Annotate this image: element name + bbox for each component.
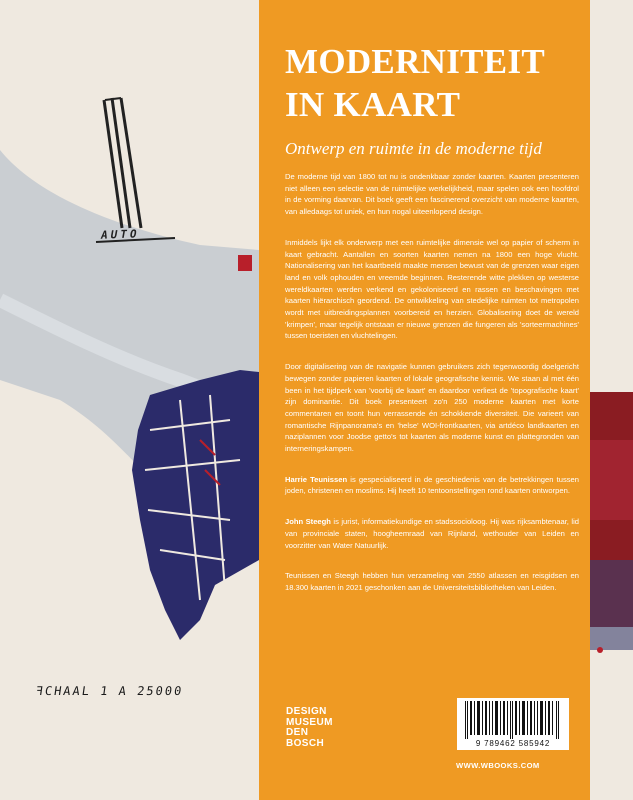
- author-name-steegh: John Steegh: [285, 517, 331, 527]
- paragraph-digital: Door digitalisering van de navigatie kunnen gebruikers zich tegenwoordig doelgericht bewegen zonder papieren kaarten of lokale geografische kennis. We staan al met één been in het tijdperk van 'voorbij de kaart' en daardoor verliest de 'topografische kaart' zijn dominantie. Dit boek presenteert zo'n 250 moderne kaarten met korte commentaren en toont hun verrassende én schokkende diversiteit. Die varieert van romantische Rijnpanorama's en 'helse' WOI-frontkaarten, via artdéco landkaarten en naziplannen voor Joodse getto's tot kaarten als moderne kunst en plattegronden van interneringskampen.: [285, 362, 579, 454]
- paragraph-intro: De moderne tijd van 1800 tot nu is ondenkbaar zonder kaarten. Kaarten presenteren niet alleen een selectie van de ruimtelijke werkelijkheid, maar spelen ook een hoofdrol in de vorming daarvan. Dit boek geeft een fascinerend overzicht van moderne kaarten, van alledaags tot uniek, en hun nogal uiteenlopend design.: [285, 172, 579, 217]
- paragraph-history: Inmiddels lijkt elk onderwerp met een ruimtelijke dimensie wel op papier of scherm in kaart gebracht. Aantallen en soorten kaarten nemen na 1800 een hoge vlucht. Nationalisering van het kaartbeeld maakte mensen bewust van de grenzen waar eigen land en volk ophouden en vreemde beginnen. Resterende witte plekken op westerse wereldkaarten werden verkend en gekoloniseerd en rassen en beschavingen met kaarten hiërarchisch geordend. De ontwikkeling van stedelijke ruimten tot metropolen wordt met uitbreidingsplannen voorbereid en herzien. Globalisering doet de wereld 'krimpen', maar tegelijk ontstaan er nieuwe grenzen die fungeren als 'sorteermachines' tussen toeristen en vluchtelingen.: [285, 237, 579, 341]
- paragraph-closing: Teunissen en Steegh hebben hun verzameling van 2550 atlassen en reisgidsen en 18.300 kaarten in 2021 geschonken aan de Universiteitsbibliotheken van Leiden.: [285, 571, 579, 592]
- author-name-teunissen: Harrie Teunissen: [285, 474, 348, 484]
- barcode-bars: [457, 701, 569, 741]
- isbn-barcode: [457, 698, 569, 750]
- isbn-number: 9 789462 585942: [475, 739, 551, 748]
- design-museum-logo: [286, 707, 333, 749]
- title-line-1: MODERNITEIT: [285, 42, 546, 81]
- publisher-website: WWW.WBOOKS.COM: [456, 761, 540, 770]
- blurb-body: [285, 171, 579, 613]
- logo-line-2: MUSEUM: [286, 716, 333, 728]
- bio-steegh: [285, 516, 579, 551]
- map-label-auto: AUTO: [99, 227, 141, 242]
- title-line-2: IN KAART: [285, 85, 461, 124]
- book-subtitle: Ontwerp en ruimte in de moderne tijd: [285, 139, 542, 158]
- author-bio-steegh: is jurist, informatiekundige en stadssocioloog. Hij was rijksambtenaar, lid van provinciale staten, hoogheemraad van Rijnland, wethouder van Leiden en voorzitter van Water Natuurlijk.: [285, 517, 579, 550]
- logo-line-3: DEN: [286, 727, 309, 738]
- author-bio-teunissen: is gespecialiseerd in de geschiedenis van de betrekkingen tussen joden, christenen en moslims. Hij heeft 10 tentoonstellingen rond kaarten ontworpen.: [285, 474, 579, 496]
- map-scale-label: ꟻCHAAL 1 A 25000: [35, 684, 185, 698]
- book-title: [285, 40, 575, 126]
- logo-line-1: DESIGN: [286, 706, 327, 717]
- bio-teunissen: [285, 474, 579, 497]
- logo-line-4: BOSCH: [286, 737, 325, 749]
